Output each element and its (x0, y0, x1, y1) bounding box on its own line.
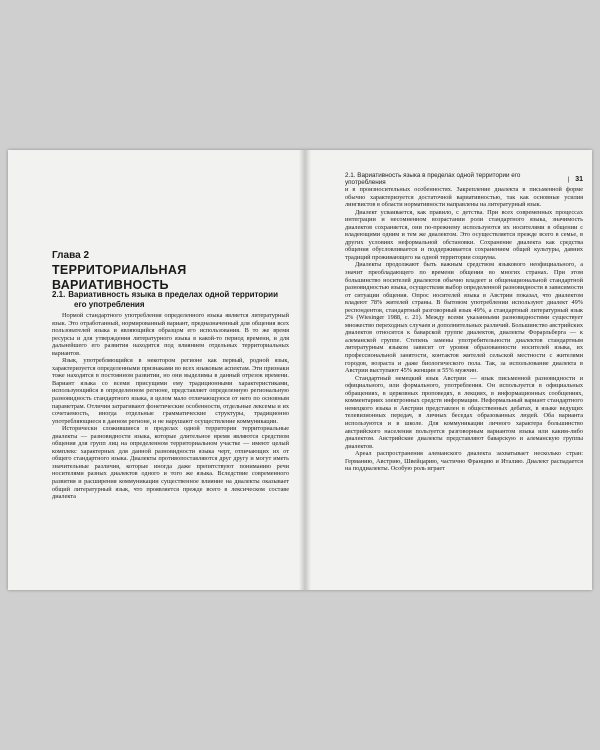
paragraph: Язык, употребляющийся в некотором регионе как первый, родной язык, характеризуется определенными признаками во всех языковым аспектам. Эти признаки тоже находятся в постоянном развитии, но они выделимы в данный отрезок времени. Вариант языка со всеми присущими ему традиционными характеристиками, использующийся в определенном регионе, представляет определенную региональную разновидность стандартного языка, в целом мало отличающуюся от него по основным параметрам. Отличия затрагивают фонетические особенности, отдельные лексемы и их сочетаемость, иногда отдельные грамматические структуры, традиционно употребляющиеся в данном регионе, и не нарушают осуществление коммуникации. (52, 357, 289, 425)
page-number: 31 (575, 175, 583, 183)
paragraph: и в произносительных особенностях. Закрепление диалекта в письменной форме обычно характеризуется достаточной вариативностью, так как основные усилия лингвистов в области нормативности направлены на литературный язык. (345, 186, 583, 209)
header-separator: | (567, 175, 570, 183)
running-header (345, 172, 583, 187)
paragraph: Диалект усваивается, как правило, с детства. При всех современных процессах интеграции и несомненном возрастании роли стандартного языка, значимость диалектов сохраняется, они по-прежнему используются их носителями в общении с владеющими одним и тем же диалектом. Это осуществляется прежде всего в семье, в других условиях неформальной обстановки. Сохранение диалекта как средства общения обусловливается и поддерживается сохранением общей культуры, давних традиций проживающего на одной территории социума. (345, 208, 583, 261)
chapter-heading (52, 250, 300, 293)
right-page (308, 150, 592, 590)
chapter-label: Глава 2 (52, 250, 90, 261)
book-spread (8, 150, 592, 590)
left-page (8, 150, 300, 590)
paragraph: Стандартный немецкий язык Австрии — язык письменной разновидности и официального, или формального, употребления. Он используется в официальных обращениях, в церковных проповедях, в лекциях, в информационных сообщениях, комментариях электронных средств информации. Неформальный вариант стандартного немецкого языка в Австрии представлен в общественных дебатах, в языке ведущих телевизионных передач, в личных беседах образованных людей. Оба варианта используются и в школе. Для коммуникации личного характера большинство австрийского населения пользуется разговорным вариантом языка или каким-либо диалектом. Австрийские диалекты представляют баварскую и алеманскую группы диалектов. (345, 374, 583, 450)
paragraph: Ареал распространения алеманского диалекта захватывает несколько стран: Германию, Австрию, Швейцарию, частично Францию и Италию. Диалект распадается на поддиалекты. Особую роль играет (345, 450, 583, 473)
section-number: 2.1. (52, 290, 66, 299)
paragraph: Исторически сложившиеся в пределах одной территории территориальные диалекты — разновидности языка, которые длительное время являются средством общения для групп лиц на определенном территориальном участке — имеют целый комплекс характерных для данной разновидности языка черт, отличающих их от общего стандартного языка. Диалекты противопоставляются друг другу и могут иметь значительные различия, которые иногда даже препятствуют пониманию речи носителями разных диалектов одного и того же языка. Вследствие современного развития и расширения коммуникации существенное влияние на диалекты оказывает общий литературный язык, что проявляется прежде всего в лексическом составе диалекта (52, 425, 289, 501)
paragraph: Нормой стандартного употребления определенного языка является литературный язык. Это отработанный, нормированный вариант, предназначенный для общения всех пользователей языка и являющийся образцом его использования. В то же время ресурсы и для утверждения литературного языка в какой-то период времени, и для дальнейшего его развития находятся под влиянием отдельных территориальных вариантов. (52, 312, 289, 357)
running-header-title: 2.1. Вариативность языка в пределах одной территории его употребления (345, 172, 521, 186)
section-heading (52, 290, 292, 310)
section-title-line2: его употребления (74, 300, 145, 309)
right-page-body (345, 186, 583, 473)
section-title-line1: Вариативность языка в пределах одной территории (68, 290, 278, 299)
chapter-title: ТЕРРИТОРИАЛЬНАЯ ВАРИАТИВНОСТЬ (52, 263, 187, 292)
left-page-body (52, 312, 289, 501)
paragraph: Диалекты продолжают быть важным средством языкового неофициального, а значит преобладающего по времени общения во многих странах. При этом большинство носителей диалектов обычно владеет и общенациональной стандартной разновидностью языка, осуществляя выбор определенной разновидности в зависимости от ситуации общения. Опрос носителей языка в Австрии показал, что диалектом владеют 78% жителей страны. В бытовом употреблении используют диалект 49% респондентов, стандартный разговорный язык 49%, а стандартный литературный язык 2% (Wiesinger 1988, с. 21). Между всеми указанными разновидностями существует множество переходных случаев и дополнительных различий. Большинство австрийских диалектов относится к баварской группе диалектов, диалекты Форарльберга — к алеманской группе. Степень замены употребительности диалектов стандартным литературным языком зависит от уровня образованности носителей языка, их профессиональной занятости, контактов жителей сельской местности с жителями городов, возраста и даже биологического пола. Так, за использование диалекта в Австрии выступают 45% женщин и 55% мужчин. (345, 261, 583, 375)
